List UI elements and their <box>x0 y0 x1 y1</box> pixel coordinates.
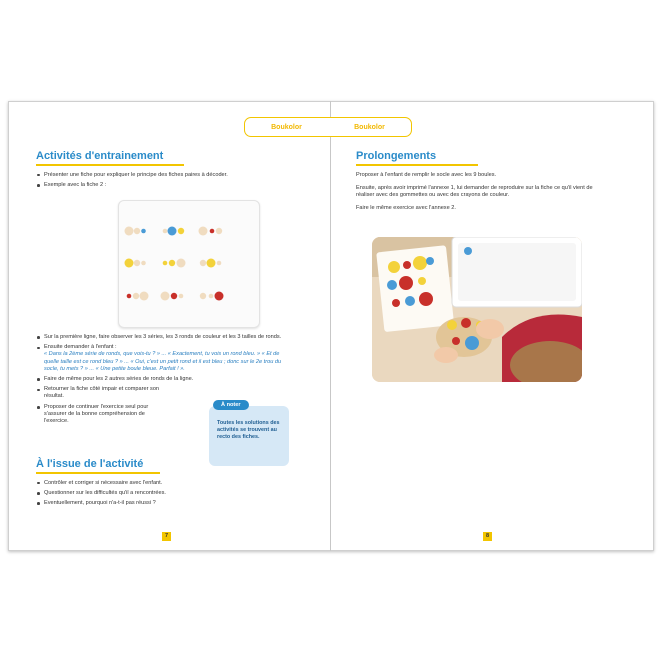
paragraph: Ensuite, après avoir imprimé l'annexe 1, lui demander de reproduire sur la fiche ce qu'il vient de réaliser avec des gommettes ou avec des crayons de couleur. <box>356 184 593 198</box>
page-number-right: 8 <box>483 532 492 541</box>
paragraph: Proposer à l'enfant de remplir le socle avec les 9 boules. <box>356 171 497 178</box>
dialogue-text: « Dans la 2ème série de ronds, que vois-tu ? » ... « Exactement, tu vois un rond bleu. » « Et de quelle taille est ce rond bleu ? » ... « Oui, c'est un petit rond et il est bleu ; donc sur le 2e trou du socle, tu mets ? » ... « Une petite boule bleue. Parfait ! ». <box>44 351 282 372</box>
left-page <box>36 150 282 506</box>
header-right-label: Boukolor <box>354 123 385 131</box>
right-page <box>356 150 606 218</box>
bullet-list-top <box>36 172 282 189</box>
section-title-issue: À l'issue de l'activité <box>36 458 144 470</box>
bullet-item: Faire de même pour les 2 autres séries de ronds de la ligne. <box>36 376 282 383</box>
bullet-item: Contrôler et corriger si nécessaire avec l'enfant. <box>36 480 282 487</box>
header-title-box <box>244 117 412 137</box>
bullet-item: Sur la première ligne, faire observer les 3 séries, les 3 ronds de couleur et les 3 tailles de ronds. <box>36 334 282 341</box>
section-issue <box>36 458 282 510</box>
title-underline <box>356 164 478 166</box>
bullet-item <box>36 344 282 373</box>
bullet-item: Retourner la fiche côté impair et comparer son résultat. <box>36 386 169 400</box>
bullet-item: Eventuellement, pourquoi n'a-t-il pas réussi ? <box>36 500 282 507</box>
paragraph: Faire le même exercice avec l'annexe 2. <box>356 205 456 212</box>
note-text: Toutes les solutions des activités se trouvent au recto des fiches. <box>217 420 280 440</box>
page-fold <box>330 101 331 551</box>
note-tab: À noter <box>213 400 249 410</box>
title-underline <box>36 164 184 166</box>
child-playing-photo <box>372 237 582 382</box>
fiche-card-image <box>118 200 260 328</box>
bullet-text: Ensuite demander à l'enfant : <box>44 344 117 351</box>
photo-illustration <box>372 237 582 382</box>
fiche-dots-illustration <box>119 201 259 327</box>
bullet-item: Exemple avec la fiche 2 : <box>36 182 282 189</box>
note-box <box>209 402 289 466</box>
page-number-left: 7 <box>162 532 171 541</box>
header-left-label: Boukolor <box>271 123 302 131</box>
bullet-item: Questionner sur les difficultés qu'il a rencontrées. <box>36 490 282 497</box>
bullet-list-issue <box>36 480 282 508</box>
section-title-activites: Activités d'entrainement <box>36 150 164 162</box>
bullet-item: Présenter une fiche pour expliquer le principe des fiches paires à décoder. <box>36 172 282 179</box>
title-underline <box>36 472 160 474</box>
bullet-item: Proposer de continuer l'exercice seul pour s'assurer de la bonne compréhension de l'exercice. <box>36 404 169 426</box>
section-title-prolongements: Prolongements <box>356 150 437 162</box>
